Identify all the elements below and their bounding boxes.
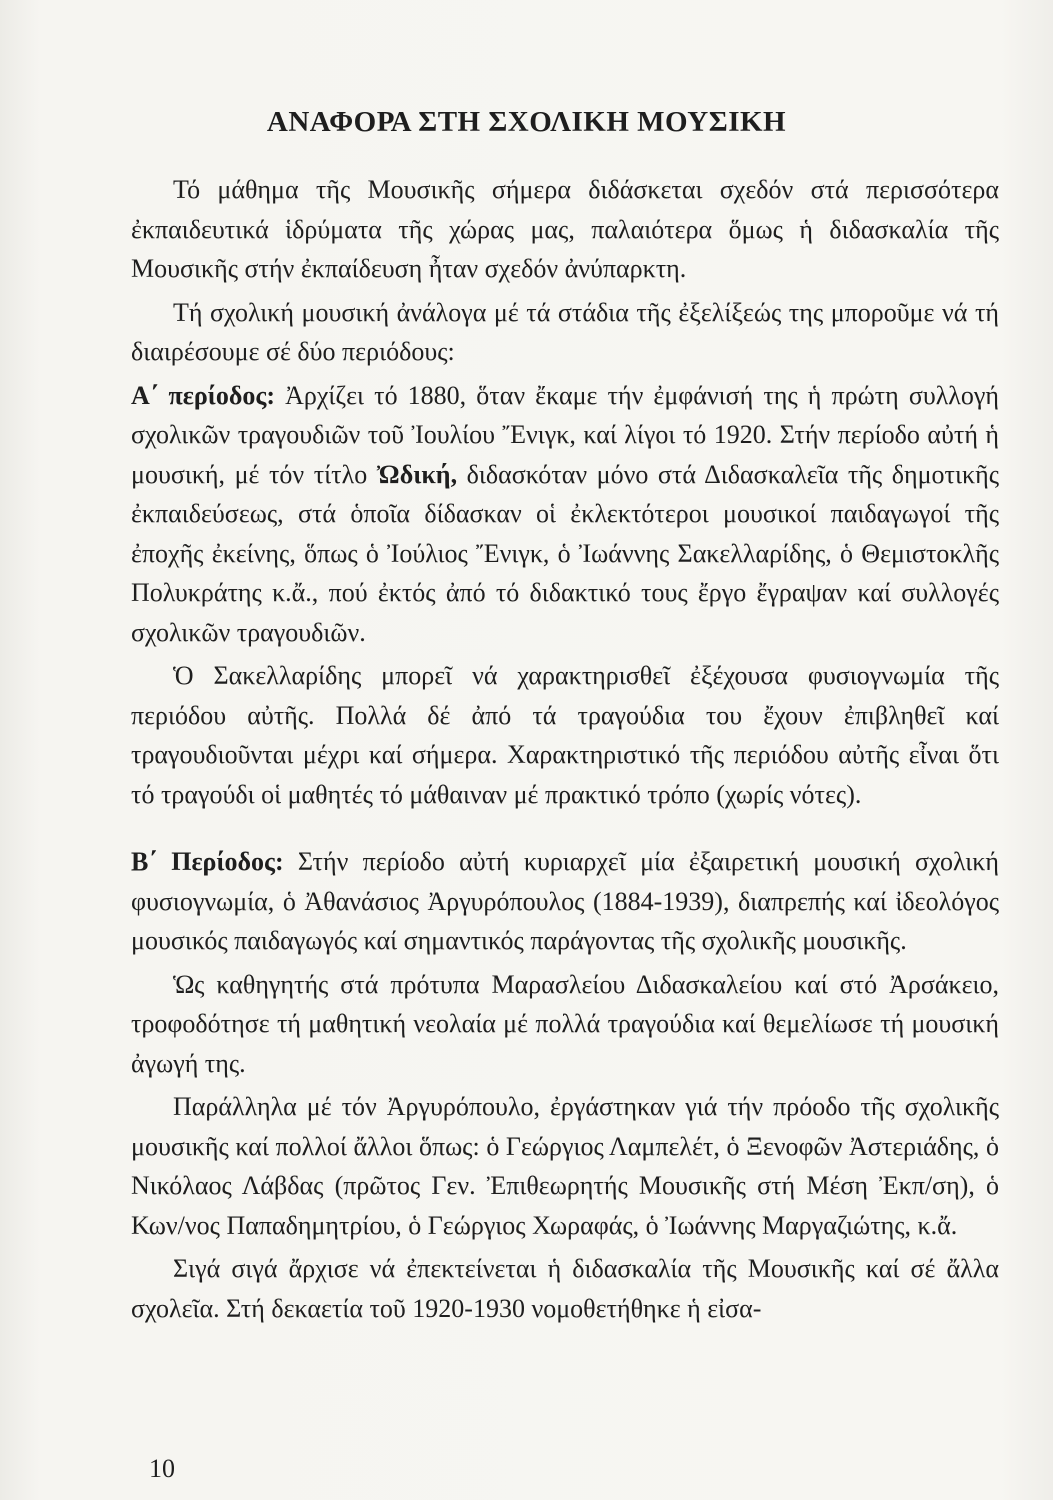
page-title: ΑΝΑΦΟΡΑ ΣΤΗ ΣΧΟΛΙΚΗ ΜΟΥΣΙΚΗ [266,106,787,138]
paragraph-others: Παράλληλα μέ τόν Ἀργυρόπουλο, ἐργάστηκαν γιά τήν πρόοδο τῆς σχολικῆς μουσικῆς καί πολλοί ἄλλοι ὅπως: ὁ Γεώργιος Λαμπελέτ, ὁ Ξενοφῶν Ἀστεριάδης, ὁ Νικόλαος Λάβδας (πρῶτος Γεν. Ἐπιθεωρητής Μουσικῆς στή Μέση Ἐκπ/ση), ὁ Κων/νος Παπαδημητρίου, ὁ Γεώργιος Χωραφάς, ὁ Ἰωάννης Μαργαζιώτης, κ.ἄ. [131,1092,999,1240]
body-text [131,170,999,1332]
paragraph-sakellaridis: Ὁ Σακελλαρίδης μπορεῖ νά χαρακτηρισθεῖ ἐξέχουσα φυσιογνωμία τῆς περιόδου αὐτῆς. Πολλά δέ ἀπό τά τραγούδια του ἔχουν ἐπιβληθεῖ καί τραγουδιοῦνται μέχρι καί σήμερα. Χαρακτηριστικό τῆς περιόδου αὐτῆς εἶναι ὅτι τό τραγούδι οἱ μαθητές τό μάθαιναν μέ πρακτικό τρόπο (χωρίς νότες). [131,661,999,809]
period-a-term: Ὠδική, [376,459,458,489]
period-b-text: Στήν περίοδο αὐτή κυριαρχεῖ μία ἐξαιρετική μουσική σχολική φυσιογνωμία, ὁ Ἀθανάσιος Ἀργυρόπουλος (1884-1939), διαπρεπής καί ἰδεολόγος μουσικός παιδαγωγός καί σημαντικός παράγοντας τῆς σχολικῆς μουσικῆς. [131,847,999,955]
paragraph-periods: Τή σχολική μουσική ἀνάλογα μέ τά στάδια τῆς ἐξελίξεώς της μποροῦμε νά τή διαιρέσουμε σέ δύο περιόδους: [131,297,999,366]
period-a-text-before: Ἀρχίζει τό 1880, ὅταν ἔκαμε τήν ἐμφάνισή της ἡ πρώτη συλλογή σχολικῶν τραγουδιῶν τοῦ Ἰουλίου Ἔνιγκ, καί λίγοι τό 1920. Στήν περίοδο αὐτή ἡ μουσική, μέ τόν τίτλο [131,380,1000,489]
section-gap [131,818,999,842]
paragraph-expansion: Σιγά σιγά ἄρχισε νά ἐπεκτείνεται ἡ διδασκαλία τῆς Μουσικῆς καί σέ ἄλλα σχολεῖα. Στή δεκαετία τοῦ 1920-1930 νομοθετήθηκε ἡ εἰσα- [131,1254,999,1323]
paragraph-period-b [131,842,999,961]
page-number: 10 [149,1454,175,1483]
period-b-label: Β΄ Περίοδος: [131,847,284,876]
paragraph-argyropoulos: Ὡς καθηγητής στά πρότυπα Μαρασλείου Διδασκαλείου καί στό Ἀρσάκειο, τροφοδότησε τή μαθητική νεολαία μέ πολλά τραγούδια καί θεμελίωσε τή μουσική ἀγωγή της. [131,969,999,1078]
paragraph-intro: Τό μάθημα τῆς Μουσικῆς σήμερα διδάσκεται σχεδόν στά περισσότερα ἐκπαιδευτικά ἱδρύματα τῆς χώρας μας, παλαιότερα ὅμως ἡ διδασκαλία τῆς Μουσικῆς στήν ἐκπαίδευση ἦταν σχεδόν ἀνύπαρκτη. [131,175,999,283]
period-a-label: Α΄ περίοδος: [131,380,275,410]
period-a-text-after: διδασκόταν μόνο στά Διδασκαλεῖα τῆς δημοτικῆς ἐκπαιδεύσεως, στά ὁποῖα δίδασκαν οἱ ἐκλεκτότεροι μουσικοί παιδαγωγοί τῆς ἐποχῆς ἐκείνης, ὅπως ὁ Ἰούλιος Ἔνιγκ, ὁ Ἰωάννης Σακελλαρίδης, ὁ Θεμιστοκλῆς Πολυκράτης κ.ἄ., πού ἐκτός ἀπό τό διδακτικό τους ἔργο ἔγραψαν καί συλλογές σχολικῶν τραγουδιῶν. [131,459,999,647]
paragraph-period-a [131,376,999,653]
